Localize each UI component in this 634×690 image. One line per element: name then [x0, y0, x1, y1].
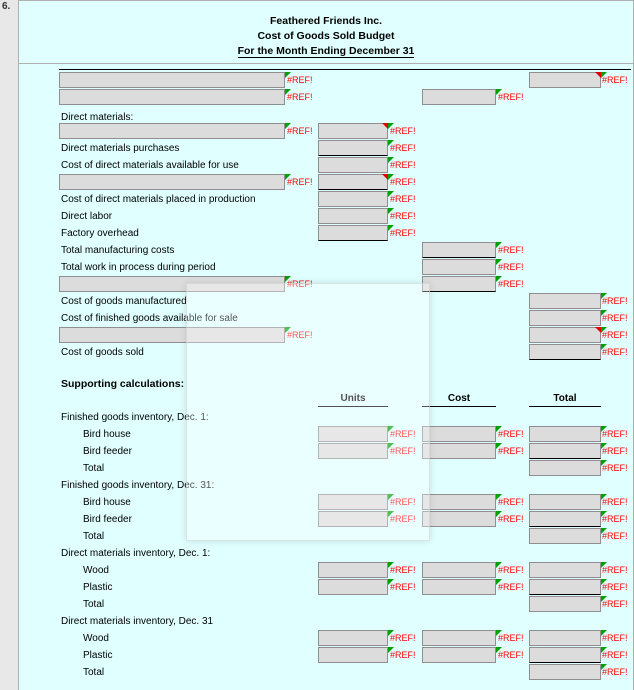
dm-dec1-total-row [19, 596, 634, 613]
total-input[interactable] [529, 647, 601, 663]
error-value: #REF! [602, 599, 628, 609]
error-value: #REF! [498, 262, 524, 272]
total-input[interactable] [529, 596, 601, 612]
error-value: #REF! [498, 245, 524, 255]
cost-input[interactable] [422, 579, 496, 595]
budget-header [18, 0, 634, 64]
budget-title: Cost of Goods Sold Budget [257, 30, 395, 42]
total-input[interactable] [529, 664, 601, 680]
error-value: #REF! [390, 497, 416, 507]
error-value: #REF! [390, 565, 416, 575]
error-value: #REF! [498, 650, 524, 660]
total-label: Total [83, 463, 105, 474]
budget-period: For the Month Ending December 31 [237, 45, 415, 57]
cogs-label: Cost of goods sold [61, 347, 144, 358]
dm-in-production-label: Cost of direct materials placed in production [61, 194, 256, 205]
inventory-label-input[interactable] [59, 72, 285, 88]
total-wip-label: Total work in process during period [61, 262, 216, 273]
error-value: #REF! [498, 429, 524, 439]
error-value: #REF! [390, 446, 416, 456]
dm-dec31-label: Direct materials inventory, Dec. 31 [61, 616, 214, 627]
dm-purchases-row [19, 140, 634, 157]
total-input[interactable] [529, 511, 601, 527]
dm-dec31-total-row [19, 664, 634, 681]
error-value: #REF! [602, 633, 628, 643]
question-number: 6. [0, 0, 18, 72]
inventory-label-input[interactable] [59, 89, 285, 105]
error-value: #REF! [390, 194, 416, 204]
company-name: Feathered Friends Inc. [269, 15, 383, 27]
error-value: #REF! [390, 160, 416, 170]
error-value: #REF! [390, 126, 416, 136]
error-value: #REF! [390, 211, 416, 221]
error-value: #REF! [602, 429, 628, 439]
left-margin [0, 72, 18, 690]
total-manufacturing-label: Total manufacturing costs [61, 245, 175, 256]
error-value: #REF! [390, 514, 416, 524]
bird-feeder-label: Bird feeder [83, 446, 132, 457]
total-input[interactable] [529, 460, 601, 476]
amount-input[interactable] [318, 225, 388, 241]
amount-input[interactable] [529, 72, 601, 88]
amount-input[interactable] [529, 344, 601, 360]
cogm-label: Cost of goods manufactured [61, 296, 187, 307]
error-value: #REF! [602, 650, 628, 660]
error-value: #REF! [287, 75, 313, 85]
amount-input[interactable] [422, 276, 496, 292]
dm-dec31-plastic-row [19, 647, 634, 664]
error-value: #REF! [287, 126, 313, 136]
error-value: #REF! [602, 330, 628, 340]
factory-overhead-row [19, 225, 634, 242]
bird-house-label: Bird house [83, 429, 131, 440]
error-value: #REF! [498, 446, 524, 456]
error-value: #REF! [602, 463, 628, 473]
amount-input[interactable] [422, 259, 496, 275]
supporting-heading: Supporting calculations: [61, 378, 185, 390]
error-value: #REF! [602, 347, 628, 357]
error-value: #REF! [390, 650, 416, 660]
amount-input[interactable] [318, 140, 388, 156]
amount-input[interactable] [318, 208, 388, 224]
cost-input[interactable] [422, 494, 496, 510]
error-value: #REF! [498, 514, 524, 524]
bird-house-label: Bird house [83, 497, 131, 508]
cost-column-header: Cost [422, 393, 496, 407]
units-input[interactable] [318, 579, 388, 595]
total-input[interactable] [529, 426, 601, 442]
total-input[interactable] [529, 528, 601, 544]
error-value: #REF! [287, 330, 313, 340]
total-input[interactable] [529, 494, 601, 510]
header-divider [59, 69, 631, 70]
wood-label: Wood [83, 633, 109, 644]
beginning-inventory-row [19, 72, 634, 89]
dm-dec1-heading-row [19, 545, 634, 562]
factory-overhead-label: Factory overhead [61, 228, 139, 239]
dm-dec1-plastic-row [19, 579, 634, 596]
total-label: Total [83, 599, 105, 610]
total-wip-row [19, 259, 634, 276]
amount-input[interactable] [529, 327, 601, 343]
error-value: #REF! [602, 296, 628, 306]
dm-available-row [19, 157, 634, 174]
total-input[interactable] [529, 579, 601, 595]
cost-input[interactable] [422, 426, 496, 442]
units-input[interactable] [318, 562, 388, 578]
amount-input[interactable] [318, 191, 388, 207]
amount-input[interactable] [318, 174, 388, 190]
error-value: #REF! [602, 582, 628, 592]
error-value: #REF! [390, 228, 416, 238]
error-value: #REF! [498, 92, 524, 102]
cost-input[interactable] [422, 630, 496, 646]
error-value: #REF! [390, 582, 416, 592]
direct-labor-row [19, 208, 634, 225]
cost-input[interactable] [422, 562, 496, 578]
dm-beginning-inventory-row [19, 123, 634, 140]
total-column-header: Total [529, 393, 601, 407]
error-value: #REF! [498, 633, 524, 643]
amount-input[interactable] [318, 123, 388, 139]
total-label: Total [83, 667, 105, 678]
dm-available-label: Cost of direct materials available for use [61, 160, 239, 171]
amount-input[interactable] [422, 89, 496, 105]
fg-dec31-label: Finished goods inventory, Dec. 31: [61, 480, 215, 491]
fg-dec1-label: Finished goods inventory, Dec. 1: [61, 412, 209, 423]
error-value: #REF! [390, 177, 416, 187]
error-value: #REF! [602, 531, 628, 541]
dm-dec1-wood-row [19, 562, 634, 579]
error-value: #REF! [287, 177, 313, 187]
error-value: #REF! [498, 565, 524, 575]
dm-purchases-label: Direct materials purchases [61, 143, 180, 154]
cost-input[interactable] [422, 647, 496, 663]
error-value: #REF! [602, 497, 628, 507]
total-input[interactable] [529, 562, 601, 578]
total-input[interactable] [529, 443, 601, 459]
error-value: #REF! [390, 429, 416, 439]
error-value: #REF! [602, 514, 628, 524]
wood-label: Wood [83, 565, 109, 576]
error-value: #REF! [602, 667, 628, 677]
dm-in-production-row [19, 191, 634, 208]
amount-input[interactable] [529, 310, 601, 326]
total-manufacturing-row [19, 242, 634, 259]
total-input[interactable] [529, 630, 601, 646]
units-input[interactable] [318, 647, 388, 663]
error-value: #REF! [602, 313, 628, 323]
plastic-label: Plastic [83, 582, 113, 593]
amount-input[interactable] [422, 242, 496, 258]
cost-input[interactable] [422, 443, 496, 459]
error-value: #REF! [602, 565, 628, 575]
error-value: #REF! [498, 497, 524, 507]
bird-feeder-label: Bird feeder [83, 514, 132, 525]
plastic-label: Plastic [83, 650, 113, 661]
cost-input[interactable] [422, 511, 496, 527]
direct-materials-label: Direct materials: [61, 112, 134, 123]
cogafs-label: Cost of finished goods available for sale [61, 313, 238, 324]
amount-input[interactable] [529, 293, 601, 309]
inventory-label-input[interactable] [59, 123, 285, 139]
error-value: #REF! [390, 143, 416, 153]
dm-ending-inventory-row [19, 174, 634, 191]
dm-dec31-wood-row [19, 630, 634, 647]
dm-dec31-heading-row [19, 613, 634, 630]
amount-input[interactable] [318, 157, 388, 173]
units-input[interactable] [318, 630, 388, 646]
direct-labor-label: Direct labor [61, 211, 113, 222]
dm-dec1-label: Direct materials inventory, Dec. 1: [61, 548, 211, 559]
floating-panel-overlay [186, 283, 430, 541]
error-value: #REF! [498, 582, 524, 592]
error-value: #REF! [602, 75, 628, 85]
error-value: #REF! [390, 633, 416, 643]
error-value: #REF! [602, 446, 628, 456]
work-in-process-row [19, 89, 634, 106]
error-value: #REF! [498, 279, 524, 289]
error-value: #REF! [287, 92, 313, 102]
error-value: #REF! [287, 279, 313, 289]
units-column-header: Units [318, 393, 388, 407]
inventory-label-input[interactable] [59, 174, 285, 190]
total-label: Total [83, 531, 105, 542]
